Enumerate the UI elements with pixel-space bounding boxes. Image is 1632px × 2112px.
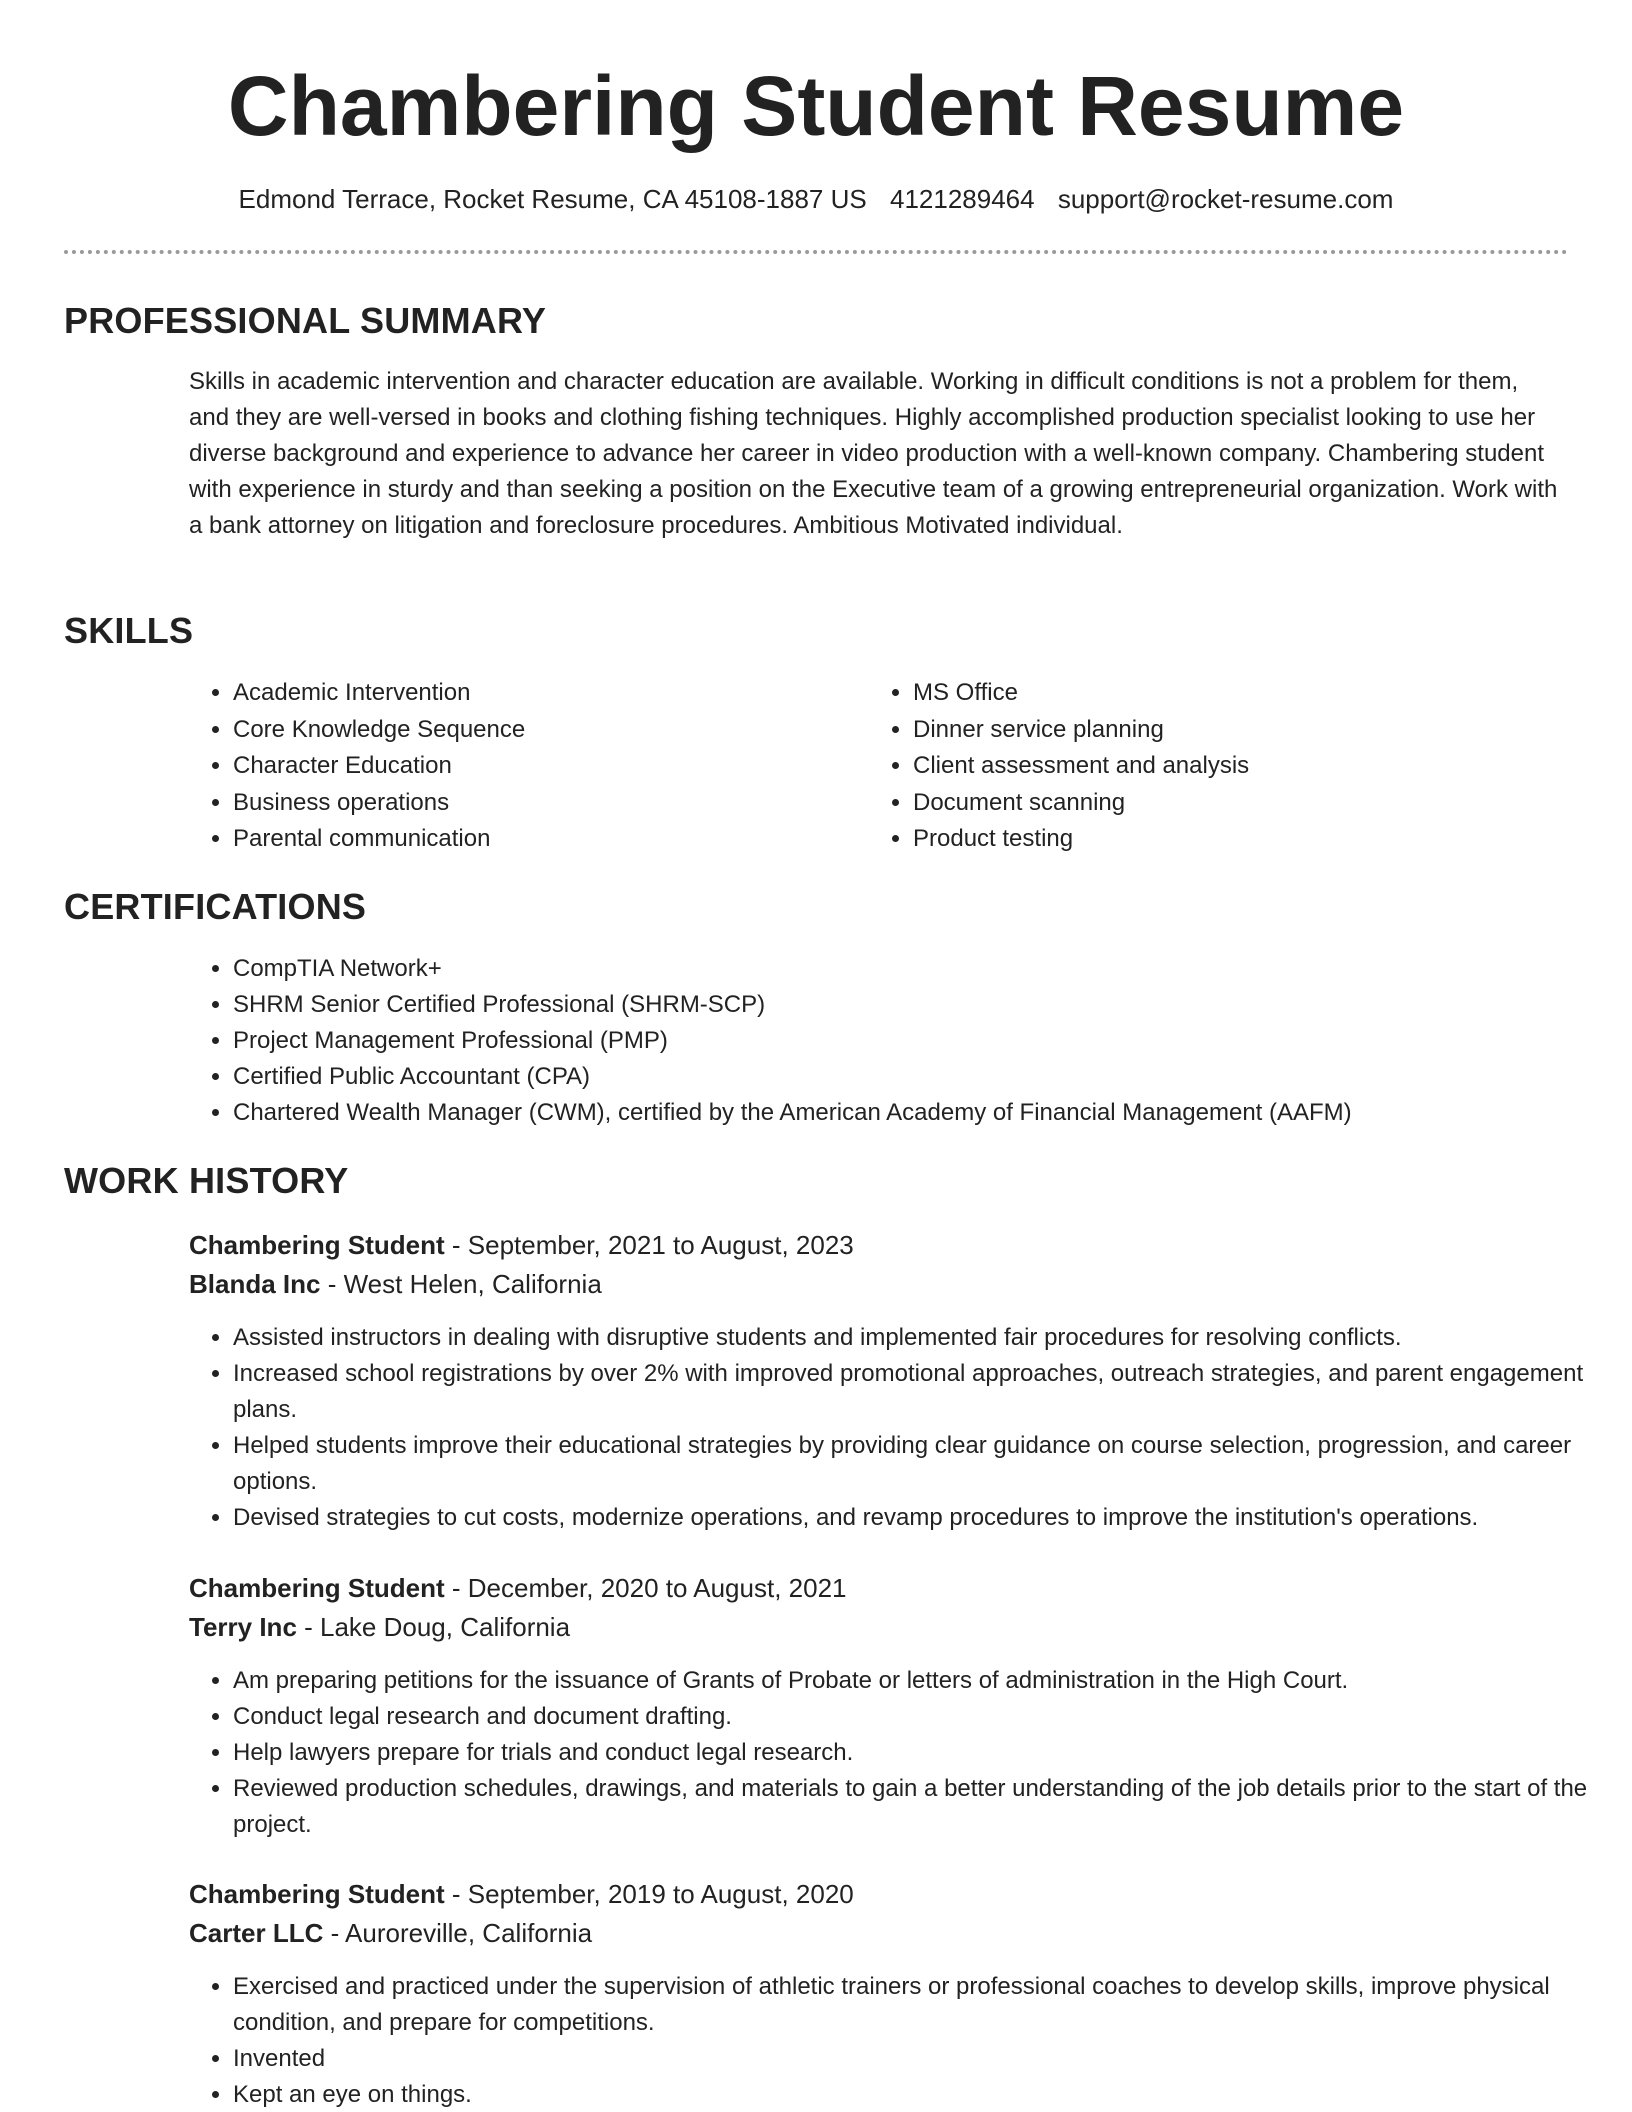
job-location: - West Helen, California <box>320 1269 602 1299</box>
job-bullet: • Assisted instructors in dealing with disruptive students and implemented fair procedures for resolving conflicts. <box>233 1320 1603 1356</box>
certification-item: • Project Management Professional (PMP) <box>233 1023 1613 1059</box>
job-title-line <box>189 1226 854 1264</box>
job-title-line <box>189 1569 847 1607</box>
summary-text: Skills in academic intervention and character education are available. Working in difficult conditions is not a problem for them, and they are well-versed in books and clothing fishing techniques. Highly accomplished production specialist looking to use her diverse background and experience to advance her career in video production with a well-known company. Chambering student with experience in sturdy and than seeking a position on the Executive team of a growing entrepreneurial organization. Work with a bank attorney on litigation and foreclosure procedures. Ambitious Motivated individual. <box>189 368 1558 539</box>
job-dates: - September, 2021 to August, 2023 <box>444 1230 854 1260</box>
summary-heading: PROFESSIONAL SUMMARY <box>64 300 547 341</box>
contact-address: Edmond Terrace, Rocket Resume, CA 45108-1887 US <box>238 184 867 214</box>
certification-item: • Chartered Wealth Manager (CWM), certified by the American Academy of Financial Management (AAFM) <box>233 1095 1613 1131</box>
job-company: Blanda Inc <box>189 1269 321 1299</box>
certification-item: • Certified Public Accountant (CPA) <box>233 1059 1613 1095</box>
job-bullet: • Conduct legal research and document drafting. <box>233 1699 1603 1735</box>
certifications-heading: CERTIFICATIONS <box>64 886 367 927</box>
job-title: Chambering Student <box>189 1230 445 1260</box>
job-bullet: • Devised strategies to cut costs, modernize operations, and revamp procedures to improve the institution's operations. <box>233 1500 1603 1536</box>
skill-item: • Academic Intervention <box>233 675 833 711</box>
job-bullet: • Reviewed production schedules, drawings, and materials to gain a better understanding of the job details prior to the start of the project. <box>233 1771 1603 1843</box>
skills-list-right <box>869 675 1513 858</box>
skill-item: • Client assessment and analysis <box>913 748 1513 784</box>
job-location: - Auroreville, California <box>323 1918 593 1948</box>
job-company-line <box>189 1914 592 1952</box>
certifications-list <box>189 951 1613 1131</box>
skills-heading: SKILLS <box>64 610 194 651</box>
job-dates: - December, 2020 to August, 2021 <box>444 1573 847 1603</box>
skills-list-left <box>189 675 833 858</box>
job-company: Terry Inc <box>189 1612 297 1642</box>
job-bullet: • Kept an eye on things. <box>233 2077 1603 2112</box>
skill-item: • MS Office <box>913 675 1513 711</box>
job-company: Carter LLC <box>189 1918 324 1948</box>
job-bullets <box>189 1663 1603 1843</box>
header-divider <box>64 250 1568 254</box>
job-bullets <box>189 1969 1603 2112</box>
skill-item: • Business operations <box>233 785 833 821</box>
job-bullet: • Invented <box>233 2041 1603 2077</box>
job-bullet: • Increased school registrations by over 2% with improved promotional approaches, outreach strategies, and parent engagement plans. <box>233 1356 1603 1428</box>
job-title-line <box>189 1875 854 1913</box>
job-dates: - September, 2019 to August, 2020 <box>444 1879 854 1909</box>
job-bullet: • Help lawyers prepare for trials and conduct legal research. <box>233 1735 1603 1771</box>
job-company-line <box>189 1265 602 1303</box>
certification-item: • CompTIA Network+ <box>233 951 1613 987</box>
skill-item: • Document scanning <box>913 785 1513 821</box>
certification-item: • SHRM Senior Certified Professional (SHRM-SCP) <box>233 987 1613 1023</box>
contact-email: support@rocket-resume.com <box>1057 184 1394 214</box>
skill-item: • Product testing <box>913 821 1513 857</box>
job-title: Chambering Student <box>189 1879 445 1909</box>
skill-item: • Character Education <box>233 748 833 784</box>
skill-item: • Core Knowledge Sequence <box>233 712 833 748</box>
skill-item: • Dinner service planning <box>913 712 1513 748</box>
job-bullet: • Helped students improve their educational strategies by providing clear guidance on course selection, progression, and career options. <box>233 1428 1603 1500</box>
job-bullets <box>189 1320 1603 1536</box>
job-location: - Lake Doug, California <box>296 1612 571 1642</box>
contact-line <box>0 181 1632 217</box>
job-bullet: • Am preparing petitions for the issuance of Grants of Probate or letters of administration in the High Court. <box>233 1663 1603 1699</box>
skill-item: • Parental communication <box>233 821 833 857</box>
work-history-heading: WORK HISTORY <box>64 1160 349 1201</box>
job-bullet: • Exercised and practiced under the supervision of athletic trainers or professional coaches to develop skills, improve physical condition, and prepare for competitions. <box>233 1969 1603 2041</box>
contact-phone: 4121289464 <box>889 184 1035 214</box>
job-title: Chambering Student <box>189 1573 445 1603</box>
job-company-line <box>189 1608 570 1646</box>
resume-name: Chambering Student Resume <box>227 59 1405 153</box>
